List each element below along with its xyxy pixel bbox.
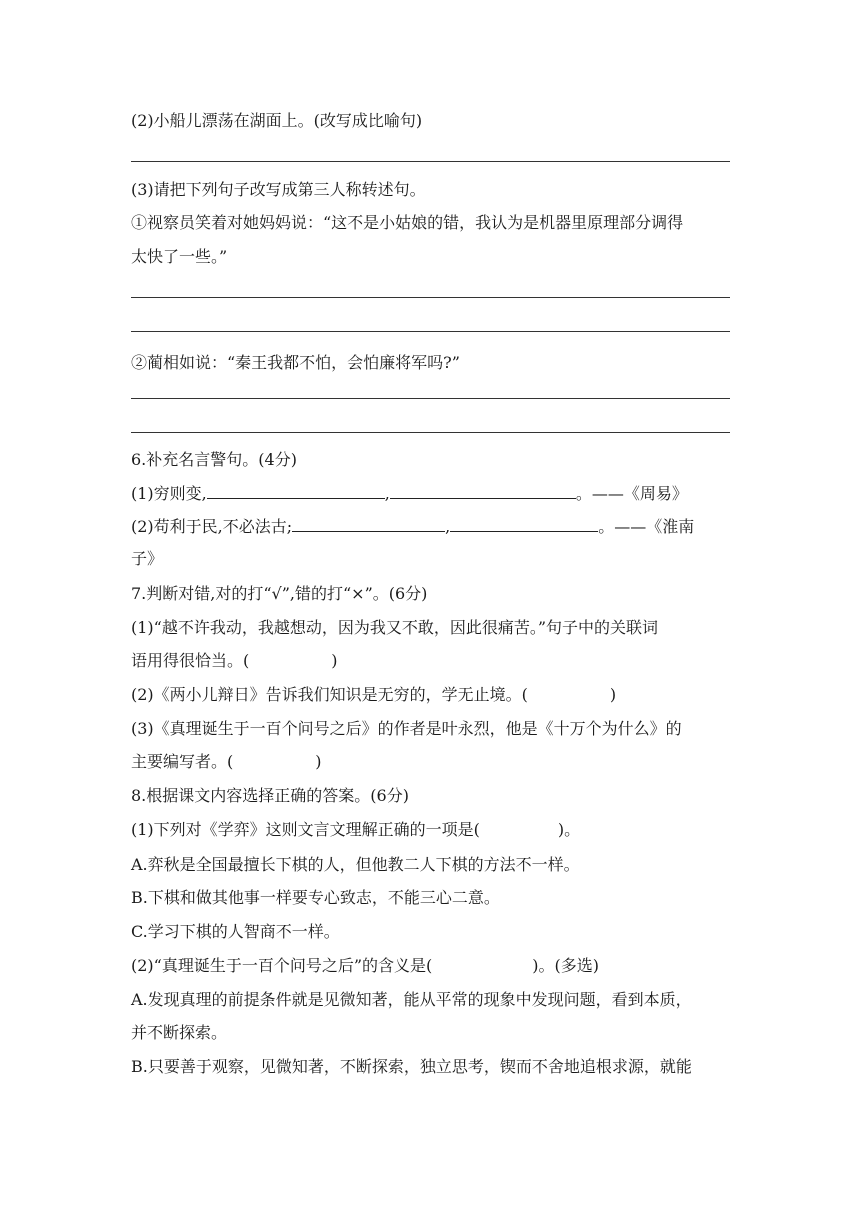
answer-line[interactable]	[131, 297, 730, 298]
q7-item3-line2	[131, 752, 731, 772]
q6-item2-source: 。——《淮南	[598, 517, 695, 536]
answer-line[interactable]	[131, 398, 730, 399]
q8-item2-option-b-line1: B.只要善于观察，见微知著，不断探索，独立思考，锲而不舍地追根求源，就能	[131, 1057, 692, 1076]
q6-item2-comma: ,	[445, 517, 451, 536]
q8-item2	[131, 956, 731, 976]
q8-title: 8.根据课文内容选择正确的答案。(6分)	[131, 786, 409, 805]
q6-item1	[131, 483, 731, 504]
q5-part3-prompt: (3)请把下列句子改写成第三人称转述句。	[131, 180, 426, 199]
q7-item2	[131, 685, 731, 705]
close-paren: )	[331, 651, 338, 670]
q7-item2-text: (2)《两小儿辩日》告诉我们知识是无穷的，学无止境。(	[131, 685, 528, 704]
q7-item1-text: 语用得很恰当。(	[131, 651, 250, 670]
q8-item1	[131, 820, 731, 840]
q6-item2	[131, 516, 731, 537]
q5-part3-item1-line2: 太快了一些。”	[131, 247, 228, 266]
fill-blank[interactable]	[292, 516, 445, 532]
q8-item1-text: (1)下列对《学弈》这则文言文理解正确的一项是(	[131, 820, 480, 839]
q8-item2-option-a-line1: A.发现真理的前提条件就是见微知著，能从平常的现象中发现问题，看到本质，	[131, 990, 692, 1009]
fill-blank[interactable]	[390, 483, 576, 499]
fill-blank[interactable]	[450, 516, 598, 532]
q5-part3-item2: ②蔺相如说：“秦王我都不怕，会怕廉将军吗?”	[131, 353, 460, 372]
q6-item2-start: (2)苟利于民,不必法古;	[131, 517, 293, 536]
q7-item3-line1: (3)《真理诞生于一百个问号之后》的作者是叶永烈，他是《十万个为什么》的	[131, 719, 682, 738]
q7-item1-line1: (1)“越不许我动，我越想动，因为我又不敢，因此很痛苦。”句子中的关联词	[131, 618, 659, 637]
q6-item1-comma: ,	[384, 484, 390, 503]
q8-item1-option-b: B.下棋和做其他事一样要专心致志，不能三心二意。	[131, 888, 500, 907]
q5-part2-prompt: (2)小船儿漂荡在湖面上。(改写成比喻句)	[131, 111, 423, 130]
q8-item2-text: (2)“真理诞生于一百个问号之后”的含义是(	[131, 956, 433, 975]
q6-item1-source: 。——《周易》	[575, 484, 688, 503]
q6-title: 6.补充名言警句。(4分)	[131, 450, 297, 469]
close-paren: )。(多选)	[532, 956, 600, 975]
q6-item2-continuation: 子》	[131, 549, 164, 568]
q7-title: 7.判断对错,对的打“√”,错的打“×”。(6分)	[131, 584, 428, 603]
q7-item3-text: 主要编写者。(	[131, 752, 234, 771]
q7-item1-line2	[131, 651, 731, 671]
answer-line[interactable]	[131, 161, 730, 162]
q6-item1-start: (1)穷则变,	[131, 484, 207, 503]
close-paren: )	[315, 752, 322, 771]
q8-item1-option-c: C.学习下棋的人智商不一样。	[131, 922, 340, 941]
q5-part3-item1-line1: ①视察员笑着对她妈妈说：“这不是小姑娘的错，我认为是机器里原理部分调得	[131, 213, 684, 232]
q8-item1-option-a: A.弈秋是全国最擅长下棋的人，但他教二人下棋的方法不一样。	[131, 855, 580, 874]
q8-item2-option-a-line2: 并不断探索。	[131, 1023, 228, 1042]
answer-line[interactable]	[131, 331, 730, 332]
fill-blank[interactable]	[207, 483, 385, 499]
close-paren: )	[609, 685, 617, 704]
close-paren: )。	[557, 820, 581, 839]
answer-line[interactable]	[131, 432, 730, 433]
